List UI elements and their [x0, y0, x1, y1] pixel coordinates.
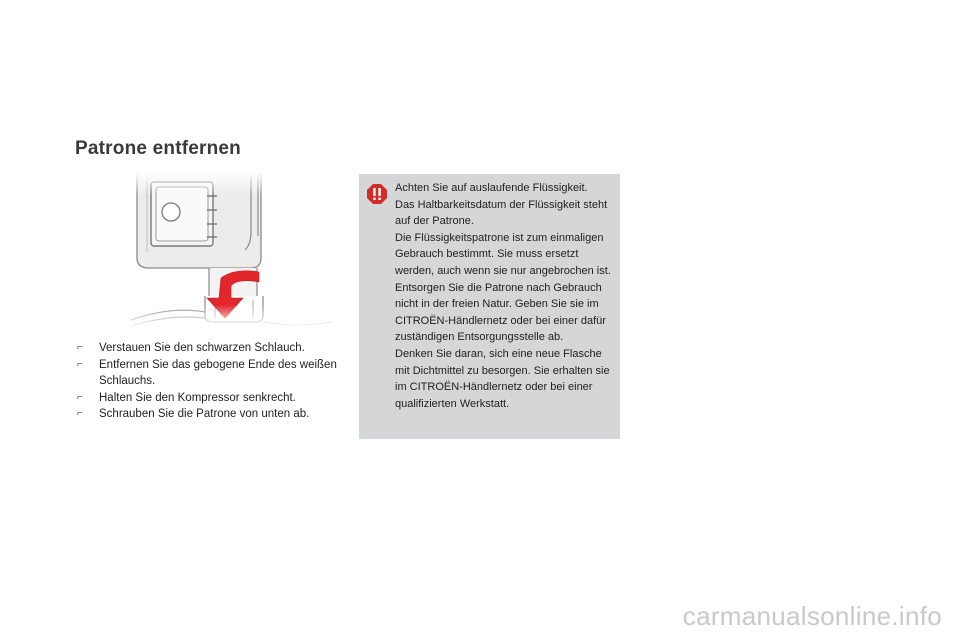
bullet-icon: ⌐: [77, 391, 83, 403]
warning-paragraph: Entsorgen Sie die Patrone nach Gebrauch nicht in der freien Natur. Geben Sie sie im CITROËN-Händlernetz oder bei einer dafür zuständigen Entsorgungsstelle ab.: [395, 281, 606, 344]
watermark: carmanualsonline.info: [682, 601, 942, 631]
list-item: ⌐ Verstauen Sie den schwarzen Schlauch.: [77, 340, 337, 357]
list-item: ⌐ Schrauben Sie die Patrone von unten ab.: [77, 406, 337, 423]
list-item: ⌐ Entfernen Sie das gebogene Ende des weißen Schlauchs.: [77, 358, 337, 387]
compressor-illustration: [131, 172, 331, 328]
page-title: Patrone entfernen: [75, 138, 241, 159]
list-item: ⌐ Halten Sie den Kompressor senkrecht.: [77, 390, 337, 407]
instruction-list: [77, 340, 337, 423]
warning-exclamation-icon: [367, 184, 387, 204]
warning-box: [359, 174, 620, 439]
warning-paragraph: Achten Sie auf auslaufende Flüssigkeit.: [395, 182, 588, 194]
bullet-icon: ⌐: [77, 342, 83, 353]
cartridge-removal-drawing: [131, 172, 331, 328]
bullet-icon: ⌐: [77, 408, 83, 419]
warning-text: [395, 180, 617, 412]
warning-paragraph: Die Flüssigkeitspatrone ist zum einmaligen Gebrauch bestimmt. Sie muss ersetzt werden, auch wenn sie nur angebrochen ist.: [395, 231, 611, 277]
warning-paragraph: Denken Sie daran, sich eine neue Flasche mit Dichtmittel zu besorgen. Sie erhalten sie im CITROËN-Händlernetz oder bei einer qualifizierten Werkstatt.: [395, 347, 610, 410]
bullet-icon: ⌐: [77, 358, 83, 370]
warning-paragraph: Das Haltbarkeitsdatum der Flüssigkeit steht auf der Patrone.: [395, 198, 608, 228]
